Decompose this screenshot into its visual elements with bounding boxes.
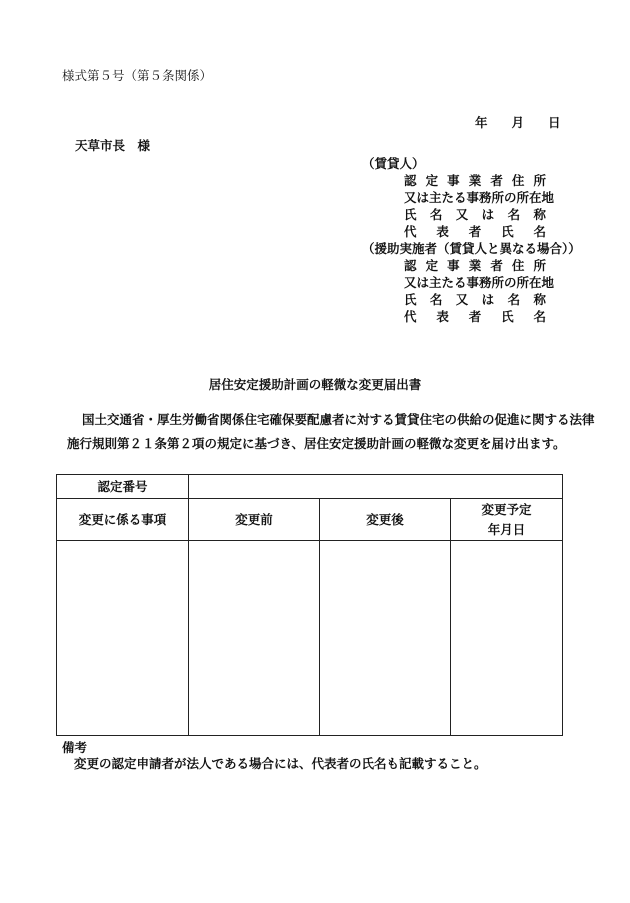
lessor-line-1-char: 業 <box>468 173 482 188</box>
lessor-header: （賃貸人） <box>362 156 425 171</box>
col-date-header <box>451 499 563 541</box>
cert-number-field[interactable] <box>189 475 563 499</box>
supporter-line-1-char: 住 <box>511 258 525 273</box>
entry-item-cell[interactable] <box>57 541 189 736</box>
lessor-line-3-char: 又 <box>455 207 469 222</box>
document-title: 居住安定援助計画の軽微な変更届出書 <box>208 377 422 392</box>
lessor-line-4-char: 表 <box>436 224 449 239</box>
lessor-line-1-char: 事 <box>447 173 460 188</box>
lessor-line-4-char: 氏 <box>501 224 514 239</box>
col-after-header: 変更後 <box>320 499 451 541</box>
supporter-line-2 <box>404 273 555 291</box>
supporter-line-3-char: 氏 <box>404 292 417 307</box>
entry-before-cell[interactable] <box>189 541 320 736</box>
supporter-line-4-char: 名 <box>533 309 546 324</box>
supporter-line-4-char: 氏 <box>501 309 514 324</box>
date-day: 日 <box>548 115 561 130</box>
supporter-line-1-char: 事 <box>447 258 460 273</box>
supporter-line-2-char: 又は主たる事務所の所在地 <box>404 275 555 290</box>
supporter-line-1 <box>404 256 546 274</box>
col-date-line1: 変更予定 <box>481 501 532 517</box>
lessor-line-4-char: 名 <box>533 224 546 239</box>
body-line-2: 施行規則第２１条第２項の規定に基づき、居住安定援助計画の軽微な変更を届け出ます。 <box>67 436 566 451</box>
entry-after-cell[interactable] <box>320 541 451 736</box>
supporter-line-1-char: 所 <box>533 258 546 273</box>
date-year: 年 <box>475 115 488 130</box>
supporter-line-1-char: 業 <box>468 258 482 273</box>
supporter-line-3-char: 名 <box>429 292 443 307</box>
supporter-line-4-char: 者 <box>468 309 482 324</box>
supporter-line-3 <box>404 290 546 308</box>
addressee: 天草市長 様 <box>75 138 151 153</box>
date-month: 月 <box>511 115 525 130</box>
supporter-line-3-char: 称 <box>533 292 546 307</box>
supporter-line-3-char: は <box>481 292 495 307</box>
entry-date-cell[interactable] <box>451 541 563 736</box>
supporter-header: （援助実施者（賃貸人と異なる場合）） <box>362 241 581 256</box>
change-table <box>56 474 563 736</box>
lessor-line-4 <box>404 222 546 240</box>
supporter-line-4-char: 代 <box>404 309 417 324</box>
lessor-line-2 <box>404 188 555 206</box>
entry-row <box>57 541 563 736</box>
lessor-line-2-char: 又は主たる事務所の所在地 <box>404 190 555 205</box>
lessor-line-1-char: 認 <box>404 173 417 188</box>
col-item-header: 変更に係る事項 <box>57 499 189 541</box>
supporter-line-1-char: 認 <box>404 258 417 273</box>
lessor-line-4-char: 代 <box>404 224 417 239</box>
supporter-line-3-char: 名 <box>507 292 521 307</box>
lessor-line-1-char: 住 <box>511 173 525 188</box>
lessor-line-1-char: 定 <box>425 173 439 188</box>
supporter-line-3-char: 又 <box>455 292 469 307</box>
supporter-line-4-char: 表 <box>436 309 449 324</box>
lessor-line-3-char: は <box>481 207 495 222</box>
lessor-line-1-char: 者 <box>490 173 503 188</box>
cert-row <box>57 475 563 499</box>
body-line-1: 国土交通省・厚生労働省関係住宅確保要配慮者に対する賃貸住宅の供給の促進に関する法律 <box>82 412 595 427</box>
supporter-line-4 <box>404 307 546 325</box>
supporter-line-1-char: 定 <box>425 258 439 273</box>
col-date-line2: 年月日 <box>487 521 526 537</box>
lessor-line-3-char: 名 <box>429 207 443 222</box>
cert-label: 認定番号 <box>57 475 189 499</box>
supporter-line-1-char: 者 <box>490 258 503 273</box>
date-line <box>475 113 561 131</box>
lessor-line-4-char: 者 <box>468 224 482 239</box>
notes-heading: 備考 <box>62 740 88 755</box>
lessor-line-3-char: 称 <box>533 207 546 222</box>
form-number: 様式第５号（第５条関係） <box>62 68 213 83</box>
col-before-header: 変更前 <box>189 499 320 541</box>
header-row <box>57 499 563 541</box>
lessor-line-3-char: 氏 <box>404 207 417 222</box>
lessor-line-3-char: 名 <box>507 207 521 222</box>
lessor-line-1 <box>404 171 546 189</box>
lessor-line-3 <box>404 205 546 223</box>
lessor-line-1-char: 所 <box>533 173 546 188</box>
notes-text: 変更の認定申請者が法人である場合には、代表者の氏名も記載すること。 <box>74 756 487 771</box>
